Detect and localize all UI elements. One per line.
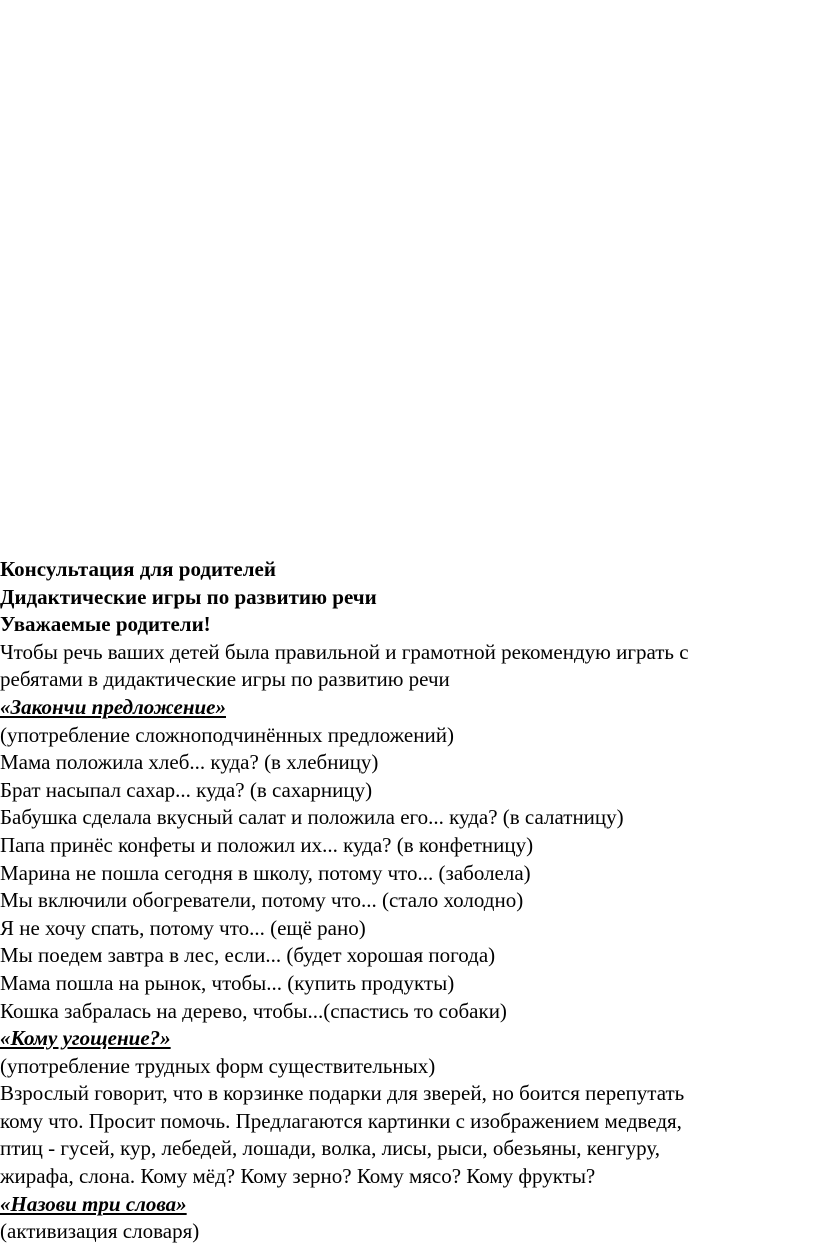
document-body (0, 556, 812, 1246)
list-item: Мы включили обогреватели, потому что... (стало холодно) (0, 888, 524, 913)
heading-consultation: Консультация для родителей (0, 557, 276, 581)
description-line: жирафа, слона. Кому мёд? Кому зерно? Кому мясо? Кому фрукты? (0, 1164, 596, 1189)
game-title-treat: «Кому угощение?» (0, 1026, 171, 1051)
list-item: Бабушка сделала вкусный салат и положила его... куда? (в салатницу) (0, 805, 624, 830)
description-line: кому что. Просит помочь. Предлагаются картинки с изображением медведя, (0, 1108, 682, 1133)
list-item: Мама пошла на рынок, чтобы... (купить продукты) (0, 970, 455, 995)
list-item: Я не хочу спать, потому что... (ещё рано) (0, 915, 366, 940)
heading-greeting: Уважаемые родители! (0, 612, 211, 637)
list-item: Марина не пошла сегодня в школу, потому что... (заболела) (0, 860, 531, 885)
intro-line: Чтобы речь ваших детей была правильной и грамотной рекомендую играть с (0, 639, 689, 664)
game-title-three-words: «Назови три слова» (0, 1191, 187, 1216)
heading-topic: Дидактические игры по развитию речи (0, 584, 377, 609)
list-item: Папа принёс конфеты и положил их... куда? (в конфетницу) (0, 832, 534, 857)
description-line: Взрослый говорит, что в корзинке подарки для зверей, но боится перепутать (0, 1081, 685, 1106)
list-item: Брат насыпал сахар... куда? (в сахарницу) (0, 777, 373, 802)
game-purpose: (активизация словаря) (0, 1219, 200, 1244)
list-item: Кошка забралась на дерево, чтобы...(спастись то собаки) (0, 998, 507, 1023)
list-item: Мама положила хлеб... куда? (в хлебницу) (0, 750, 379, 775)
list-item: Мы поедем завтра в лес, если... (будет хорошая погода) (0, 943, 496, 968)
game-purpose: (употребление сложноподчинённых предложений) (0, 722, 454, 747)
description-line: птиц - гусей, кур, лебедей, лошади, волка, лисы, рыси, обезьяны, кенгуру, (0, 1136, 661, 1161)
game-title-finish-sentence: «Закончи предложение» (0, 694, 226, 719)
game-purpose: (употребление трудных форм существительных) (0, 1053, 436, 1078)
intro-line: ребятами в дидактические игры по развитию речи (0, 667, 450, 692)
